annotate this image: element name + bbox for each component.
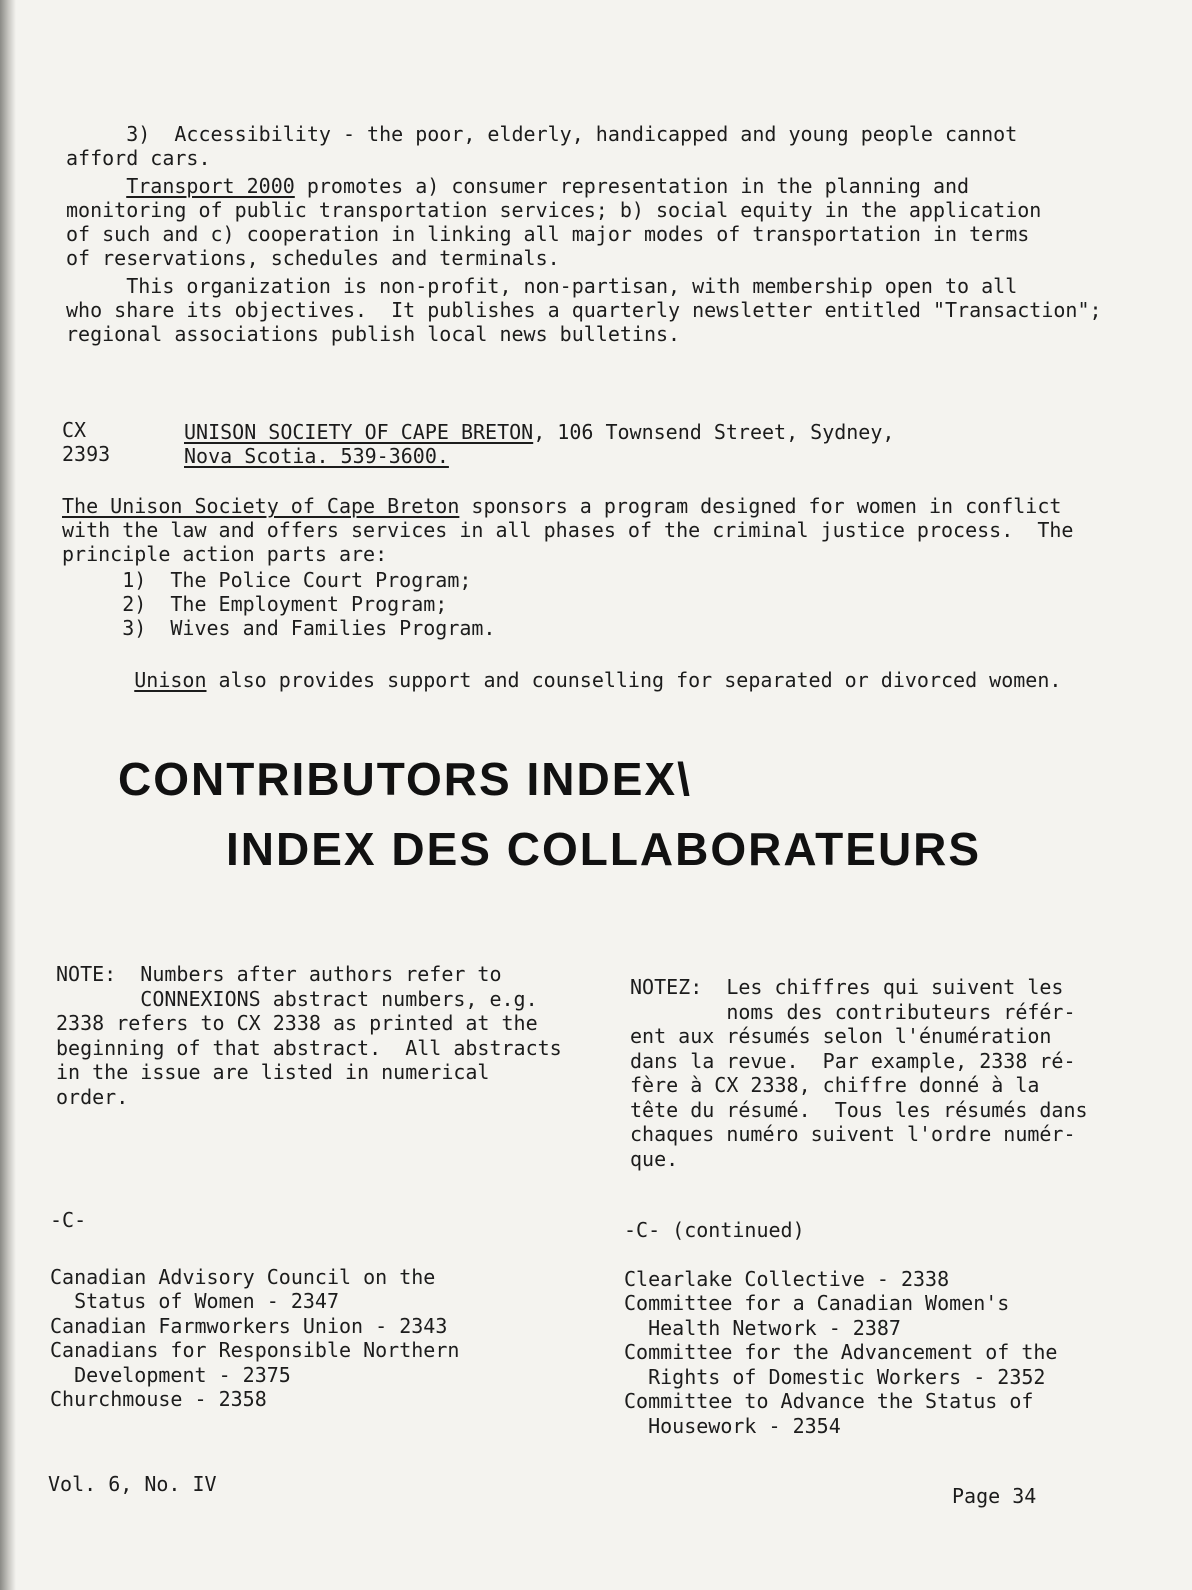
- volume-footer: Vol. 6, No. IV: [48, 1472, 217, 1496]
- transport-paragraph-line: of such and c) cooperation in linking all major modes of transportation in terms: [66, 222, 1030, 246]
- index-section-letter: -C-: [50, 1208, 87, 1232]
- transport-paragraph-line: monitoring of public transportation services; b) social equity in the application: [66, 198, 1042, 222]
- transport-paragraph-first-line: Transport 2000 promotes a) consumer representation in the planning and: [126, 174, 970, 198]
- accessibility-line-2: afford cars.: [66, 146, 211, 170]
- entry-closing-line: Unison also provides support and counselling for separated or divorced women.: [134, 668, 1062, 692]
- index-entry: Rights of Domestic Workers - 2352: [624, 1364, 1046, 1389]
- entry-code-label: CX: [62, 418, 87, 442]
- entry-organization-name: UNISON SOCIETY OF CAPE BRETON: [184, 420, 534, 444]
- organization-paragraph-line: regional associations publish local news bulletins.: [66, 322, 681, 346]
- index-entry: Churchmouse - 2358: [50, 1387, 267, 1411]
- entry-description-first-line: The Unison Society of Cape Breton sponsors a program designed for women in conflict: [62, 494, 1062, 518]
- transport-2000-link: Transport 2000: [126, 174, 295, 198]
- entry-description-line: with the law and offers services in all phases of the criminal justice process. The: [62, 518, 1074, 542]
- program-item: 3) Wives and Families Program.: [62, 616, 496, 640]
- index-entry: Canadian Farmworkers Union - 2343: [50, 1313, 448, 1338]
- page-binding-shadow: [0, 0, 16, 1590]
- page-number: Page 34: [952, 1484, 1037, 1508]
- unison-society-link: The Unison Society of Cape Breton: [62, 494, 460, 518]
- entry-code-number: 2393: [62, 442, 111, 466]
- index-entry: Housework - 2354: [624, 1413, 841, 1438]
- index-entry: Committee for the Advancement of the: [624, 1340, 1058, 1364]
- contributors-index-title: CONTRIBUTORS INDEX\: [118, 753, 692, 805]
- entry-address-line: UNISON SOCIETY OF CAPE BRETON, 106 Townsend Street, Sydney,: [184, 420, 895, 444]
- index-section-letter: -C- (continued): [624, 1218, 805, 1242]
- index-column-right: [624, 1218, 1144, 1438]
- entry-address-line-2: Nova Scotia. 539-3600.: [184, 444, 449, 468]
- index-entry: Development - 2375: [50, 1362, 291, 1387]
- unison-link: Unison: [134, 668, 207, 692]
- index-collaborateurs-title: INDEX DES COLLABORATEURS: [226, 823, 982, 875]
- program-item: 2) The Employment Program;: [62, 592, 448, 616]
- index-entry: Clearlake Collective - 2338: [624, 1266, 950, 1291]
- index-entry: Canadians for Responsible Northern: [50, 1338, 460, 1362]
- organization-paragraph-line: who share its objectives. It publishes a quarterly newsletter entitled "Transaction";: [66, 298, 1102, 322]
- index-entry: Canadian Advisory Council on the: [50, 1264, 436, 1289]
- index-entry: Committee for a Canadian Women's: [624, 1291, 1010, 1315]
- index-entry: Health Network - 2387: [624, 1315, 901, 1340]
- transport-paragraph-line: of reservations, schedules and terminals.: [66, 246, 560, 270]
- index-column-left: [50, 1208, 570, 1412]
- entry-description-line: principle action parts are:: [62, 542, 388, 566]
- index-entry: Status of Women - 2347: [50, 1289, 339, 1313]
- index-entry: Committee to Advance the Status of: [624, 1389, 1034, 1413]
- program-item: 1) The Police Court Program;: [62, 568, 472, 592]
- note-french: NOTEZ: Les chiffres qui suivent les noms des contributeurs référ- ent aux résumés selon l'énumération dans la revue. Par example, 2338 ré- fère à CX 2338, chiffre donné à la tête du résumé. Tous les résumés dans chaques numéro suivent l'ordre numér- que.: [630, 975, 1088, 1171]
- note-english: NOTE: Numbers after authors refer to CONNEXIONS abstract numbers, e.g. 2338 refers to CX 2338 as printed at the beginning of that abstract. All abstracts in the issue are listed in numerical order.: [56, 962, 562, 1109]
- accessibility-line: 3) Accessibility - the poor, elderly, handicapped and young people cannot: [66, 122, 1018, 146]
- organization-paragraph-line: This organization is non-profit, non-partisan, with membership open to all: [66, 274, 1018, 298]
